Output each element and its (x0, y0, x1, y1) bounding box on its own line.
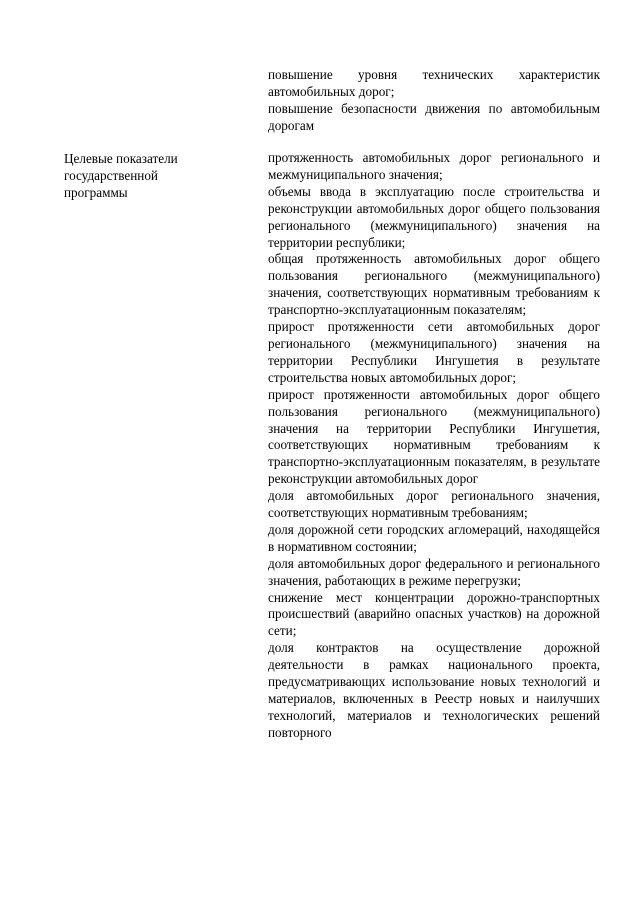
task-item: повышение безопасности движения по автомобильным дорогам (268, 100, 600, 133)
indicator-item: снижение мест концентрации дорожно-транспортных происшествий (аварийно опасных участков) на дорожной сети; (268, 589, 600, 639)
indicator-item: доля автомобильных дорог регионального значения, соответствующих нормативным требованиям; (268, 488, 600, 521)
row-label-line: государственной (64, 168, 158, 183)
indicator-item: доля дорожной сети городских агломераций, находящейся в нормативном состоянии; (268, 521, 600, 554)
indicator-item: объемы ввода в эксплуатацию после строительства и реконструкции автомобильных дорог общего пользования регионального (межмуниципального) значения на территории республики; (268, 183, 600, 250)
program-tasks-continuation (268, 67, 600, 135)
row-label (64, 150, 234, 201)
indicator-item: доля контрактов на осуществление дорожной деятельности в рамках национального проекта, предусматривающих использование новых технологий и материалов, включенных в Реестр новых и наилучших технологий, материалов и технологических решений повторного (268, 640, 600, 740)
indicator-item: прирост протяженности автомобильных дорог общего пользования регионального (межмуниципального) значения на территории Республики Ингушетия, соответствующих нормативным требованиям к транспортно-эксплуатационным показателям, в результате реконструкции автомобильных дорог (268, 386, 600, 487)
indicators-list (268, 150, 600, 742)
indicator-item: общая протяженность автомобильных дорог общего пользования регионального (межмуниципального) значения, соответствующих нормативным требованиям к транспортно-эксплуатационным показателям; (268, 251, 600, 318)
task-item: повышение уровня технических характеристик автомобильных дорог; (268, 67, 600, 99)
indicator-item: прирост протяженности сети автомобильных дорог регионального (межмуниципального) значения на территории Республики Ингушетия в результате строительства новых автомобильных дорог; (268, 319, 600, 385)
indicator-item: доля автомобильных дорог федерального и регионального значения, работающих в режиме перегрузки; (268, 555, 600, 588)
row-label-line: программы (64, 185, 128, 200)
row-label-line: Целевые показатели (64, 151, 178, 166)
indicator-item: протяженность автомобильных дорог регионального и межмуниципального значения; (268, 150, 600, 182)
